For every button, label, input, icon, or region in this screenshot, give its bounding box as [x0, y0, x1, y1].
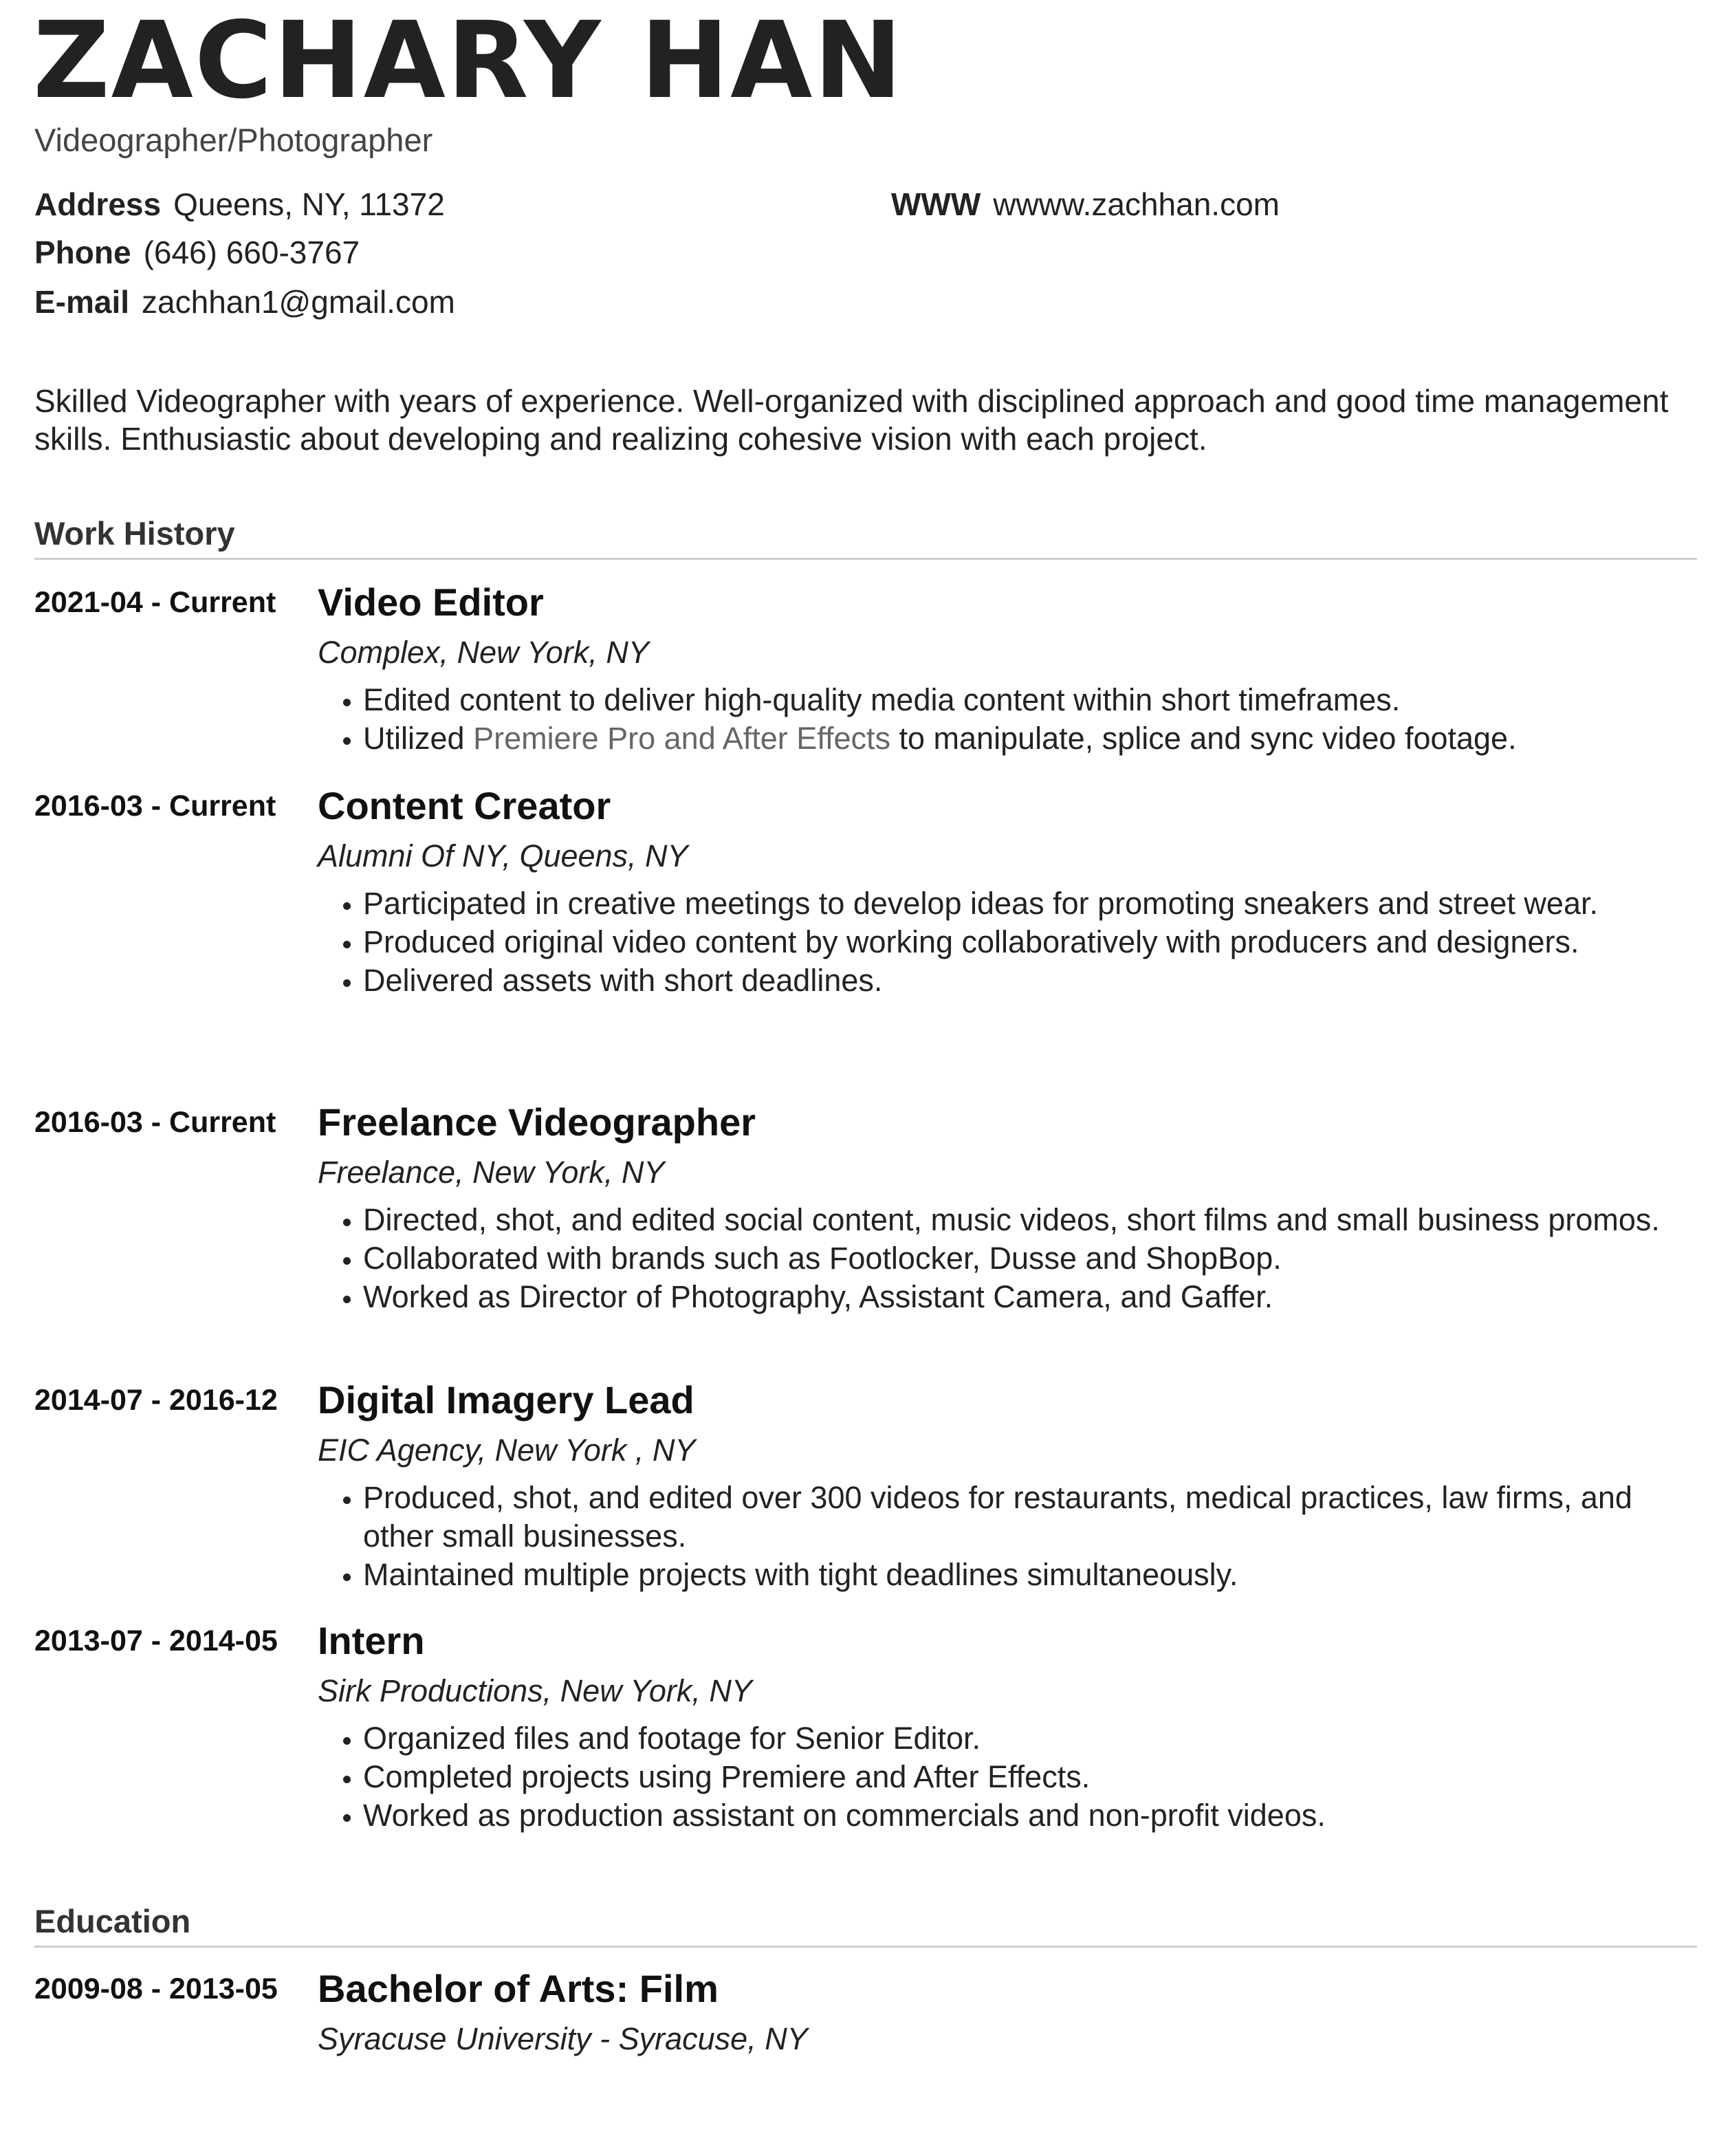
bullet-text: to manipulate, splice and sync video footage.: [890, 721, 1517, 756]
entry-date: 2013-07 - 2014-05: [34, 1624, 278, 1657]
entry-organization: Alumni Of NY, Queens, NY: [318, 838, 688, 873]
entry-body: [318, 1378, 1700, 1594]
entry-bullet: • Maintained multiple projects with tight deadlines simultaneously.: [363, 1556, 1700, 1594]
email-label: E-mail: [34, 284, 130, 320]
entry-date: 2016-03 - Current: [34, 1106, 276, 1139]
entry-date: 2009-08 - 2013-05: [34, 1972, 278, 2005]
entry-bullet: • Collaborated with brands such as Footlocker, Dusse and ShopBop.: [363, 1239, 1700, 1278]
entry-bullet: • Completed projects using Premiere and After Effects.: [363, 1758, 1700, 1796]
contact-address: [34, 188, 445, 220]
resume-name: ZACHARY HAN: [33, 0, 904, 122]
entry-date: 2014-07 - 2016-12: [34, 1384, 278, 1417]
highlighted-skills: Premiere Pro and After Effects: [473, 721, 891, 756]
entry-bullet: • Organized files and footage for Senior Editor.: [363, 1719, 1700, 1758]
www-label: WWW: [891, 186, 981, 222]
entry-bullet-list: [318, 681, 1700, 758]
entry-bullet-list: [318, 1201, 1700, 1316]
phone-value: (646) 660-3767: [143, 235, 360, 270]
phone-label: Phone: [34, 235, 131, 270]
entry-organization: Sirk Productions, New York, NY: [318, 1673, 752, 1708]
entry-title: Content Creator: [318, 784, 611, 827]
entry-bullet: • Worked as production assistant on commercials and non-profit videos.: [363, 1796, 1700, 1835]
entry-title: Digital Imagery Lead: [318, 1378, 694, 1422]
contact-email: [34, 286, 455, 318]
entry-bullet-list: [318, 1479, 1700, 1594]
entry-bullet: • Participated in creative meetings to develop ideas for promoting sneakers and street wear.: [363, 884, 1700, 923]
email-link[interactable]: zachhan1@gmail.com: [142, 284, 455, 320]
education-heading: Education: [34, 1902, 1697, 1948]
entry-bullet: • Produced original video content by working collaboratively with producers and designers.: [363, 923, 1700, 961]
entry-organization: Freelance, New York, NY: [318, 1155, 665, 1190]
entry-organization: EIC Agency, New York , NY: [318, 1433, 696, 1468]
website-link[interactable]: wwww.zachhan.com: [993, 186, 1280, 222]
entry-bullet-list: [318, 884, 1700, 1000]
entry-bullet: • Worked as Director of Photography, Assistant Camera, and Gaffer.: [363, 1278, 1700, 1316]
entry-date: 2016-03 - Current: [34, 790, 276, 823]
entry-organization: Complex, New York, NY: [318, 635, 649, 670]
entry-title: Intern: [318, 1619, 425, 1662]
entry-organization: Syracuse University - Syracuse, NY: [318, 2021, 808, 2056]
bullet-text: Utilized: [363, 721, 474, 756]
entry-date: 2021-04 - Current: [34, 586, 276, 619]
work-history-heading: Work History: [34, 514, 1697, 560]
entry-bullet: • Edited content to deliver high-quality media content within short timeframes.: [363, 681, 1700, 719]
entry-bullet-list: [318, 1719, 1700, 1835]
entry-body: [318, 1619, 1700, 1835]
contact-www: [891, 188, 1280, 220]
professional-summary: Skilled Videographer with years of experience. Well-organized with disciplined approach and good time management skills. Enthusiastic about developing and realizing cohesive vision with each project.: [34, 383, 1669, 457]
entry-title: Video Editor: [318, 580, 544, 624]
entry-bullet: • Produced, shot, and edited over 300 videos for restaurants, medical practices, law firms, and other small businesses.: [363, 1479, 1700, 1556]
resume-job-title: Videographer/Photographer: [34, 122, 433, 158]
entry-title: Freelance Videographer: [318, 1100, 756, 1144]
entry-bullet: [363, 719, 1700, 758]
entry-title: Bachelor of Arts: Film: [318, 1967, 719, 2010]
entry-body: [318, 784, 1700, 1000]
entry-body: [318, 1967, 1700, 2060]
address-label: Address: [34, 186, 162, 222]
entry-bullet: • Delivered assets with short deadlines.: [363, 961, 1700, 1000]
address-value: Queens, NY, 11372: [173, 186, 445, 222]
contact-phone: [34, 237, 360, 268]
entry-bullet: • Directed, shot, and edited social content, music videos, short films and small business promos.: [363, 1201, 1700, 1239]
entry-body: [318, 580, 1700, 758]
entry-body: [318, 1100, 1700, 1316]
